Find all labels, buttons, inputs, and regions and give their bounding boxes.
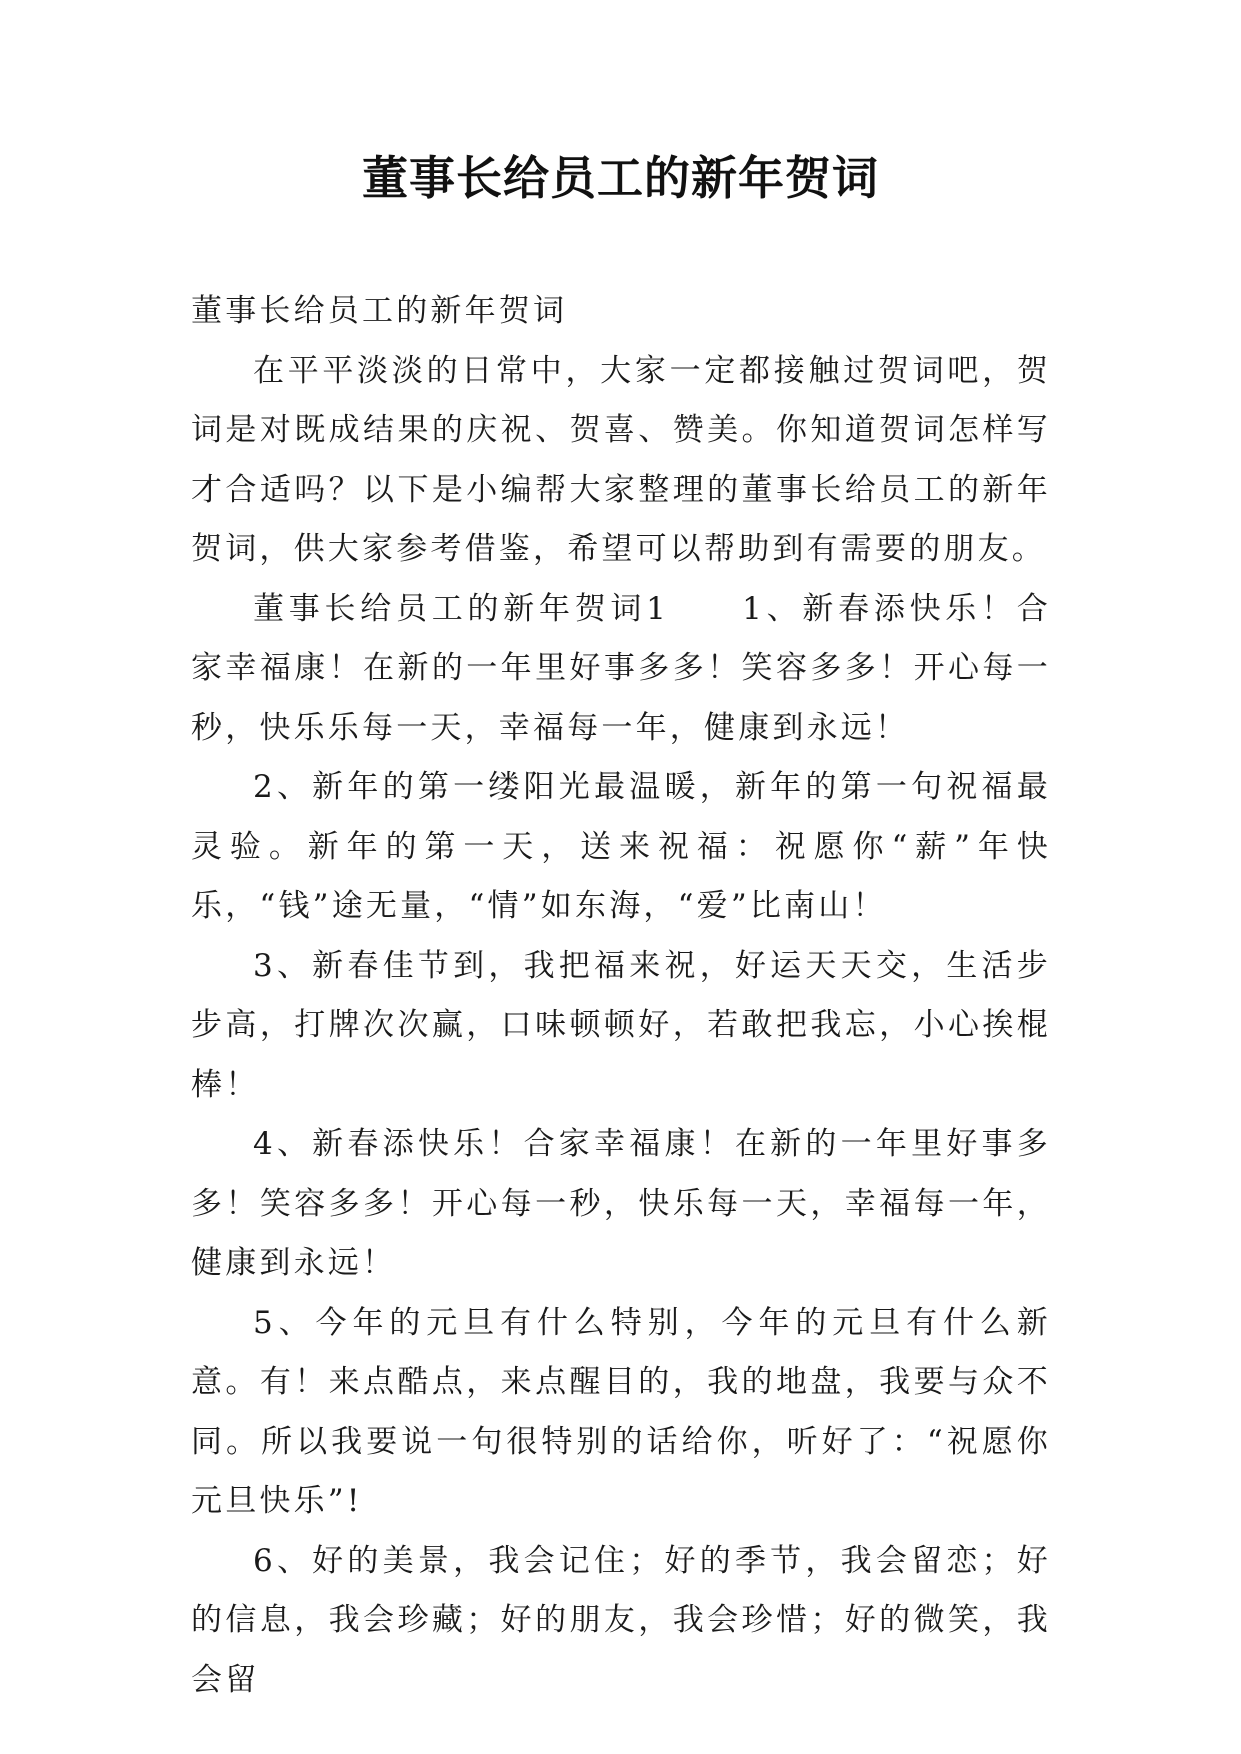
paragraph-item-1: 董事长给员工的新年贺词1 1、新春添快乐！合家幸福康！在新的一年里好事多多！笑容多多！开心每一秒，快乐乐每一天，幸福每一年，健康到永远！ [191, 590, 1051, 746]
document-subtitle: 董事长给员工的新年贺词 [191, 293, 568, 329]
document-body [191, 282, 1051, 1710]
paragraph-item-4: 4、新春添快乐！合家幸福康！在新的一年里好事多多！笑容多多！开心每一秒，快乐每一天，幸福每一年，健康到永远！ [191, 1126, 1051, 1281]
paragraph-item-3: 3、新春佳节到，我把福来祝，好运天天交，生活步步高，打牌次次赢，口味顿顿好，若敢把我忘，小心挨棍棒！ [191, 947, 1051, 1103]
document-title: 董事长给员工的新年贺词 [362, 151, 879, 205]
paragraph-item-5: 5、今年的元旦有什么特别，今年的元旦有什么新意。有！来点酷点，来点醒目的，我的地盘，我要与众不同。所以我要说一句很特别的话给你，听好了：“祝愿你元旦快乐”! [191, 1304, 1051, 1519]
paragraph-intro: 在平平淡淡的日常中，大家一定都接触过贺词吧，贺词是对既成结果的庆祝、贺喜、赞美。你知道贺词怎样写才合适吗？以下是小编帮大家整理的董事长给员工的新年贺词，供大家参考借鉴，希望可以帮助到有需要的朋友。 [191, 352, 1051, 567]
paragraph-item-2: 2、新年的第一缕阳光最温暖，新年的第一句祝福最灵验。新年的第一天，送来祝福：祝愿你“薪”年快乐，“钱”途无量，“情”如东海，“爱”比南山！ [191, 769, 1051, 924]
paragraph-item-6: 6、好的美景，我会记住；好的季节，我会留恋；好的信息，我会珍藏；好的朋友，我会珍惜；好的微笑，我会留 [191, 1542, 1051, 1698]
